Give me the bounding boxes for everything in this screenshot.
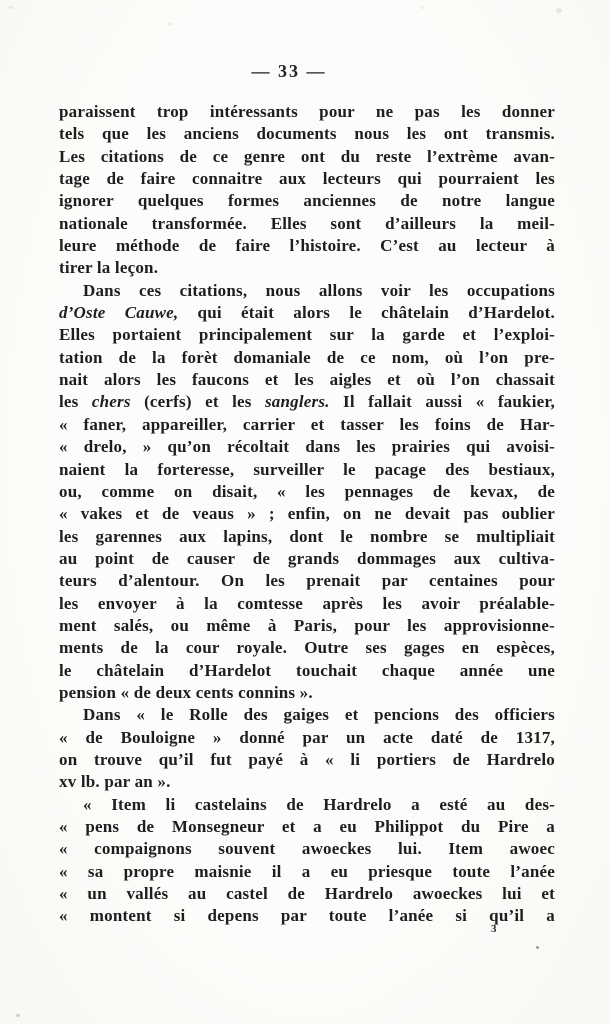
text-line xyxy=(59,503,555,525)
body-text: pension « de deux cents connins ». xyxy=(59,682,313,702)
text-line xyxy=(59,123,555,145)
body-text: paraissent trop intéressants pour ne pas les donner xyxy=(59,102,555,121)
scan-speck xyxy=(536,946,539,949)
body-text: « montent si depens par toute l’anée si qu’il a xyxy=(59,906,555,926)
body-text: ment salés, ou même à Paris, pour les approvisionne- xyxy=(59,615,555,635)
body-text: xv lb. par an ». xyxy=(59,772,171,792)
text-line xyxy=(59,548,555,570)
body-text: ignorer quelques formes anciennes de notre langue xyxy=(59,191,555,211)
text-line xyxy=(59,101,555,123)
body-text: Dans « le Rolle des gaiges et pencions des officiers xyxy=(83,705,555,725)
body-text: les garennes aux lapins, dont le nombre se multipliait xyxy=(59,526,555,546)
body-text: ments de la cour royale. Outre ses gages en espèces, xyxy=(59,638,555,658)
body-text: « Item li castelains de Hardrelo a esté au des- xyxy=(83,794,555,814)
body-text: « pens de Monsegneur et a eu Philippot du Pire a xyxy=(59,817,555,836)
body-text: Les citations de ce genre ont du reste l’extrème avan- xyxy=(59,146,555,166)
text-line xyxy=(59,459,555,481)
text-line xyxy=(59,593,555,615)
text-line xyxy=(59,436,555,458)
page-number-header: — 33 — xyxy=(251,61,327,81)
body-text: « de Bouloigne » donné par un acte daté de 1317, xyxy=(59,727,555,747)
text-line xyxy=(59,660,555,682)
body-text: tirer la leçon. xyxy=(59,258,159,278)
scan-speck xyxy=(8,6,14,9)
body-text: « vakes et de veaus » ; enfin, on ne devait pas oublier xyxy=(59,504,555,524)
text-line xyxy=(59,190,555,212)
text-block xyxy=(59,101,555,928)
body-text: les xyxy=(59,392,92,412)
body-text: le châtelain d’Hardelot touchait chaque année une xyxy=(59,660,555,680)
text-line xyxy=(59,257,555,279)
body-text: nationale transformée. Elles sont d’ailleurs la meil- xyxy=(59,213,555,233)
text-line xyxy=(59,704,555,726)
text-line xyxy=(59,526,555,548)
text-line xyxy=(59,347,555,369)
body-text: « drelo, » qu’on récoltait dans les prairies qui avoisi- xyxy=(59,437,555,457)
body-text: au point de causer de grands dommages aux cultiva- xyxy=(59,548,555,568)
body-text: nait alors les faucons et les aigles et où l’on chassait xyxy=(59,370,555,390)
scan-speck xyxy=(556,8,562,13)
text-line xyxy=(59,883,555,905)
body-text: leure méthode de faire l’histoire. C’est au lecteur à xyxy=(59,236,555,256)
scan-speck xyxy=(16,1014,20,1017)
body-text: on trouve qu’il fut payé à « li portiers de Hardrelo xyxy=(59,749,555,769)
italic-text: sanglers. xyxy=(264,392,330,412)
body-text: tage de faire connaitre aux lecteurs qui pourraient les xyxy=(59,169,555,189)
body-text: naient la forteresse, surveiller le pacage des bestiaux, xyxy=(59,459,555,479)
text-line xyxy=(59,861,555,883)
text-line xyxy=(59,794,555,816)
body-text: tation de la forèt domaniale de ce nom, où l’on pre- xyxy=(59,347,555,367)
body-text: « faner, appareiller, carrier et tasser les foins de Har- xyxy=(59,414,555,434)
body-text: Il fallait aussi « faukier, xyxy=(329,392,555,412)
text-line xyxy=(59,771,555,793)
body-text: Elles portaient principalement sur la garde et l’exploi- xyxy=(59,325,555,345)
text-line xyxy=(59,749,555,771)
text-line xyxy=(59,816,555,838)
scan-speck xyxy=(168,22,172,26)
scan-speck xyxy=(420,6,425,9)
body-text: (cerfs) et les xyxy=(130,392,265,412)
text-line xyxy=(59,838,555,860)
signature-mark: 3 xyxy=(491,923,497,935)
text-line xyxy=(59,727,555,749)
text-line xyxy=(59,168,555,190)
text-line xyxy=(59,280,555,302)
text-line xyxy=(59,213,555,235)
body-text: ou, comme on disait, « les pennages de kevax, de xyxy=(59,481,555,501)
text-line xyxy=(59,570,555,592)
body-text: « sa propre maisnie il a eu priesque toute l’anée xyxy=(59,861,555,881)
text-line xyxy=(59,481,555,503)
text-line xyxy=(59,615,555,637)
text-line xyxy=(59,682,555,704)
body-text: qui était alors le châtelain d’Hardelot. xyxy=(178,303,555,323)
body-text: les envoyer à la comtesse après les avoir préalable- xyxy=(59,593,555,613)
text-line xyxy=(59,146,555,168)
body-text: « un vallés au castel de Hardrelo awoeckes lui et xyxy=(59,884,555,904)
text-line xyxy=(59,391,555,413)
text-line xyxy=(59,369,555,391)
body-text: teurs d’alentour. On les prenait par centaines pour xyxy=(59,571,555,591)
italic-text: chers xyxy=(91,392,131,412)
text-line xyxy=(59,905,555,927)
italic-text: d’Oste Cauwe, xyxy=(59,303,179,323)
text-line xyxy=(59,235,555,257)
body-text: « compaignons souvent awoeckes lui. Item awoec xyxy=(59,839,555,859)
body-text: Dans ces citations, nous allons voir les occupations xyxy=(83,280,555,300)
text-line xyxy=(59,324,555,346)
text-line xyxy=(59,302,555,324)
body-text: tels que les anciens documents nous les ont transmis. xyxy=(59,124,555,144)
text-line xyxy=(59,637,555,659)
text-line xyxy=(59,414,555,436)
